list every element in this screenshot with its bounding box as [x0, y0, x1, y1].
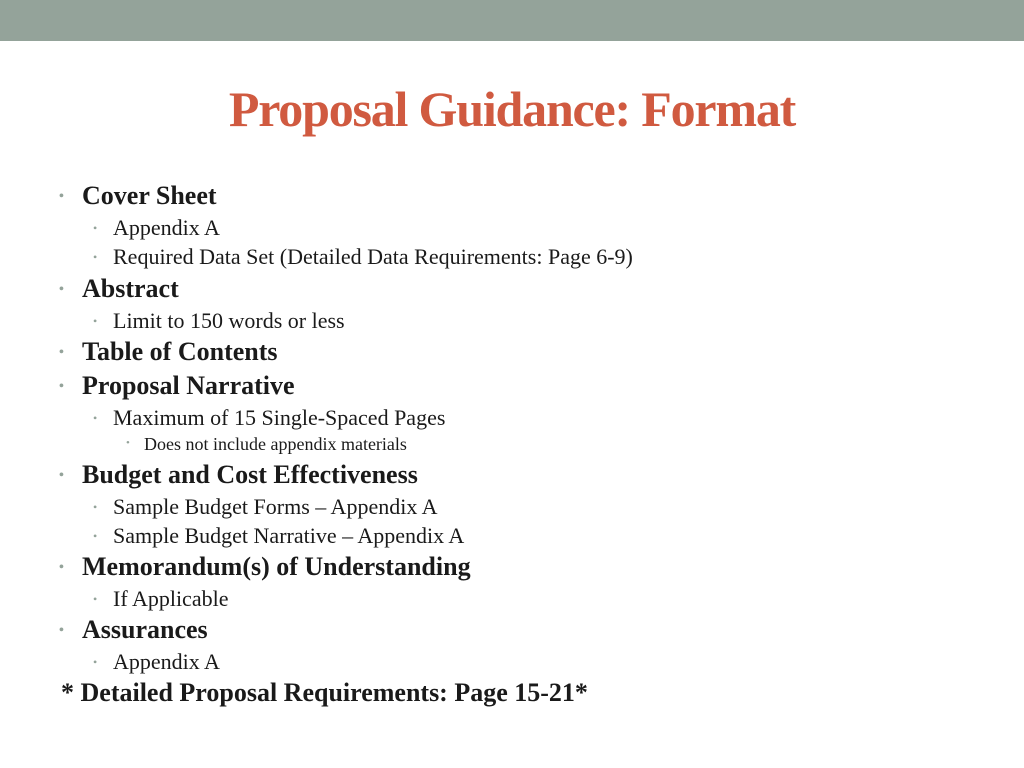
bullet-text: Table of Contents [82, 337, 278, 366]
bullet-icon: • [59, 560, 64, 575]
bullet-item [59, 371, 295, 400]
bullet-icon: • [93, 500, 98, 514]
bullet-icon: • [93, 655, 98, 669]
bullet-icon: • [93, 411, 98, 425]
bullet-item [93, 244, 633, 269]
bullet-icon: • [93, 250, 98, 264]
bullet-icon: • [59, 623, 64, 638]
bullet-icon: • [93, 221, 98, 235]
bullet-item [93, 405, 446, 430]
bullet-item [59, 274, 179, 303]
slide-title: Proposal Guidance: Format [228, 81, 796, 137]
bullet-item [59, 460, 418, 489]
bullet-text: Cover Sheet [82, 181, 217, 210]
bullet-text: Proposal Narrative [82, 371, 295, 400]
bullet-text: Sample Budget Forms – Appendix A [113, 494, 438, 519]
footnote: * Detailed Proposal Requirements: Page 15-21* [61, 678, 588, 707]
bullet-icon: • [59, 379, 64, 394]
bullet-item [59, 552, 471, 581]
bullet-text: Memorandum(s) of Understanding [82, 552, 471, 581]
bullet-icon: • [59, 282, 64, 297]
bullet-icon: • [59, 468, 64, 483]
bullet-item [93, 215, 220, 240]
bullet-icon: • [126, 437, 130, 449]
bullet-item [59, 337, 278, 366]
bullet-item [126, 434, 407, 454]
bullet-text: Assurances [82, 615, 208, 644]
bullet-text: Limit to 150 words or less [113, 308, 345, 333]
bullet-icon: • [93, 314, 98, 328]
bullet-text: Appendix A [113, 215, 220, 240]
bullet-item [59, 181, 217, 210]
bullet-icon: • [59, 189, 64, 204]
bullet-text: If Applicable [113, 586, 229, 611]
bullet-text: Maximum of 15 Single-Spaced Pages [113, 405, 446, 430]
bullet-item [93, 523, 465, 548]
bullet-icon: • [93, 592, 98, 606]
bullet-item [93, 649, 220, 674]
bullet-text: Appendix A [113, 649, 220, 674]
bullet-icon: • [59, 345, 64, 360]
bullet-text: Sample Budget Narrative – Appendix A [113, 523, 465, 548]
bullet-icon: • [93, 529, 98, 543]
bullet-item [93, 494, 438, 519]
bullet-item [93, 308, 345, 333]
bullet-text: Required Data Set (Detailed Data Requirements: Page 6-9) [113, 244, 633, 269]
bullet-item [59, 615, 208, 644]
bullet-item [93, 586, 229, 611]
bullet-text: Budget and Cost Effectiveness [82, 460, 418, 489]
bullet-text: Does not include appendix materials [144, 434, 407, 454]
bullet-text: Abstract [82, 274, 179, 303]
